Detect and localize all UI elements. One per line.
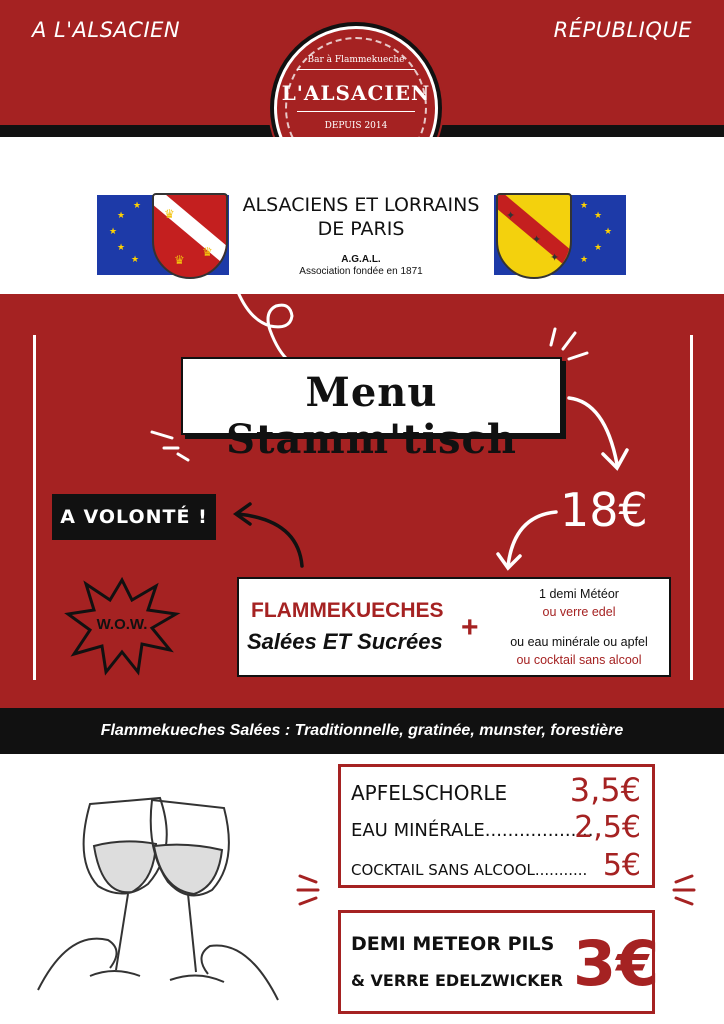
offer-option-eau: ou eau minérale ou apfel: [510, 635, 648, 649]
offer-main-line2: Salées ET Sucrées: [247, 629, 443, 654]
menu-title-box: [181, 357, 562, 463]
savory-flavors-strip: Flammekueches Salées : Traditionnelle, gratinée, munster, forestière: [0, 708, 724, 754]
offer-option-verre: ou verre edel: [542, 605, 616, 619]
offer-option-cocktail: ou cocktail sans alcool: [516, 653, 642, 667]
right-location-label: RÉPUBLIQUE: [553, 18, 692, 42]
beer-name-line2: & VERRE EDELZWICKER: [351, 971, 563, 990]
logo-rule-top: [297, 69, 415, 70]
association-acronym: A.G.A.L.: [341, 254, 381, 265]
menu-price: 18€: [560, 483, 648, 537]
arrow-down-right-icon: [565, 392, 635, 482]
association-founded: Association fondée en 1871: [299, 266, 423, 277]
beer-price-box: [338, 910, 660, 1014]
beer-name-line1: DEMI METEOR PILS: [351, 933, 555, 955]
right-border-line: [690, 335, 693, 680]
logo-since: DEPUIS 2014: [324, 121, 388, 131]
wow-burst: [62, 570, 182, 680]
unlimited-badge: A VOLONTÉ !: [52, 494, 216, 540]
offer-main-line1: FLAMMEKUECHES: [251, 599, 444, 622]
drink-name: EAU MINÉRALE...................: [351, 820, 594, 841]
left-location-label: A L'ALSACIEN: [32, 18, 181, 42]
offer-option-demi: 1 demi Météor: [539, 587, 619, 601]
drink-row: [351, 848, 641, 883]
logo-name: L'ALSACIEN: [281, 81, 431, 105]
logo-tagline: Bar à Flammekueche: [307, 55, 405, 65]
sparkle-lines-drinks-right-icon: [666, 870, 696, 910]
toasting-glasses-icon: [28, 790, 288, 1015]
drink-row: [351, 810, 641, 845]
drink-price: 5€: [602, 848, 641, 883]
plus-icon: +: [461, 611, 479, 644]
offer-box: [237, 577, 671, 677]
eu-flag-right-icon: ★ ★ ★ ★ ★: [494, 195, 626, 275]
beer-price: 3€: [573, 927, 660, 1000]
drink-name: APFELSCHORLE: [351, 781, 508, 805]
burst-text: W.O.W.: [96, 616, 148, 633]
drink-price: 2,5€: [574, 810, 641, 845]
alsace-coat-of-arms-icon: ♛ ♛ ♛: [152, 193, 228, 279]
association-title: [230, 193, 492, 241]
drink-price: 3,5€: [569, 771, 641, 809]
drink-row: [351, 771, 641, 809]
drink-name: COCKTAIL SANS ALCOOL...........: [351, 861, 588, 879]
lorraine-coat-of-arms-icon: ✦ ✦ ✦: [496, 193, 572, 279]
association-title-line2: DE PARIS: [317, 218, 405, 240]
association-title-line1: ALSACIENS ET LORRAINS: [242, 194, 480, 216]
menu-title: Menu Stamm'tisch: [226, 369, 517, 463]
eu-flag-left-icon: ★ ★ ★ ★ ★: [97, 195, 229, 275]
left-border-line: [33, 335, 36, 680]
drinks-price-box: [338, 764, 655, 888]
sparkle-lines-drinks-left-icon: [296, 870, 326, 910]
arrow-down-left-icon: [494, 502, 564, 574]
logo-rule-bottom: [297, 111, 415, 112]
arrow-left-curve-icon: [228, 500, 318, 570]
